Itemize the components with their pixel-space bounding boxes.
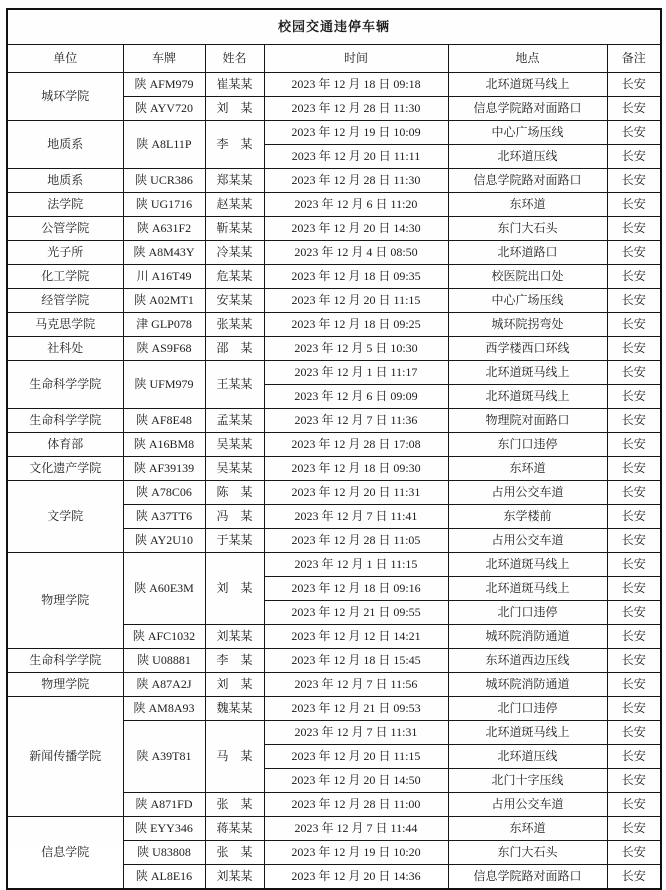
unit-cell: 体育部 xyxy=(7,433,123,457)
name-cell: 靳某某 xyxy=(205,217,264,241)
unit-cell: 法学院 xyxy=(7,193,123,217)
note-cell: 长安 xyxy=(607,313,661,337)
place-cell: 占用公交车道 xyxy=(448,529,607,553)
place-cell: 占用公交车道 xyxy=(448,793,607,817)
note-cell: 长安 xyxy=(607,145,661,169)
plate-cell: 陕 A78C06 xyxy=(123,481,205,505)
unit-cell: 生命科学学院 xyxy=(7,361,123,409)
time-cell: 2023 年 12 月 20 日 14:50 xyxy=(264,769,448,793)
place-cell: 北环道压线 xyxy=(448,745,607,769)
time-cell: 2023 年 12 月 4 日 08:50 xyxy=(264,241,448,265)
header-row xyxy=(7,45,661,73)
unit-cell: 化工学院 xyxy=(7,265,123,289)
table-row xyxy=(7,673,661,697)
name-cell: 于某某 xyxy=(205,529,264,553)
table-row xyxy=(7,73,661,97)
place-cell: 物理院对面路口 xyxy=(448,409,607,433)
time-cell: 2023 年 12 月 20 日 11:31 xyxy=(264,481,448,505)
time-cell: 2023 年 12 月 12 日 14:21 xyxy=(264,625,448,649)
name-cell: 赵某某 xyxy=(205,193,264,217)
header-plate: 车牌 xyxy=(123,45,205,73)
time-cell: 2023 年 12 月 20 日 14:30 xyxy=(264,217,448,241)
place-cell: 北门口违停 xyxy=(448,697,607,721)
time-cell: 2023 年 12 月 5 日 10:30 xyxy=(264,337,448,361)
unit-cell: 经管学院 xyxy=(7,289,123,313)
name-cell: 李 某 xyxy=(205,649,264,673)
name-cell: 魏某某 xyxy=(205,697,264,721)
name-cell: 刘 某 xyxy=(205,97,264,121)
time-cell: 2023 年 12 月 6 日 11:20 xyxy=(264,193,448,217)
unit-cell: 文化遗产学院 xyxy=(7,457,123,481)
place-cell: 占用公交车道 xyxy=(448,481,607,505)
plate-cell: 陕 A02MT1 xyxy=(123,289,205,313)
time-cell: 2023 年 12 月 7 日 11:44 xyxy=(264,817,448,841)
page-title: 校园交通违停车辆 xyxy=(7,9,661,45)
header-place: 地点 xyxy=(448,45,607,73)
table-row xyxy=(7,337,661,361)
time-cell: 2023 年 12 月 20 日 11:15 xyxy=(264,289,448,313)
violation-table xyxy=(6,8,662,890)
note-cell: 长安 xyxy=(607,793,661,817)
note-cell: 长安 xyxy=(607,769,661,793)
time-cell: 2023 年 12 月 6 日 09:09 xyxy=(264,385,448,409)
unit-cell: 社科处 xyxy=(7,337,123,361)
name-cell: 张 某 xyxy=(205,793,264,817)
table-row xyxy=(7,481,661,505)
note-cell: 长安 xyxy=(607,649,661,673)
place-cell: 北环道路口 xyxy=(448,241,607,265)
time-cell: 2023 年 12 月 7 日 11:36 xyxy=(264,409,448,433)
unit-cell: 文学院 xyxy=(7,481,123,553)
plate-cell: 陕 U83808 xyxy=(123,841,205,865)
plate-cell: 川 A16T49 xyxy=(123,265,205,289)
time-cell: 2023 年 12 月 28 日 11:00 xyxy=(264,793,448,817)
time-cell: 2023 年 12 月 18 日 09:30 xyxy=(264,457,448,481)
place-cell: 北环道斑马线上 xyxy=(448,385,607,409)
note-cell: 长安 xyxy=(607,169,661,193)
name-cell: 刘 某 xyxy=(205,553,264,625)
table-row xyxy=(7,649,661,673)
name-cell: 刘 某 xyxy=(205,673,264,697)
plate-cell: 津 GLP078 xyxy=(123,313,205,337)
place-cell: 城环院拐弯处 xyxy=(448,313,607,337)
note-cell: 长安 xyxy=(607,529,661,553)
name-cell: 陈 某 xyxy=(205,481,264,505)
unit-cell: 新闻传播学院 xyxy=(7,697,123,817)
place-cell: 城环院消防通道 xyxy=(448,625,607,649)
table-row xyxy=(7,265,661,289)
table-body xyxy=(7,73,661,890)
time-cell: 2023 年 12 月 18 日 09:35 xyxy=(264,265,448,289)
plate-cell: 陕 A60E3M xyxy=(123,553,205,625)
unit-cell: 马克思学院 xyxy=(7,313,123,337)
plate-cell: 陕 AM8A93 xyxy=(123,697,205,721)
unit-cell: 公管学院 xyxy=(7,217,123,241)
place-cell: 北环道斑马线上 xyxy=(448,721,607,745)
time-cell: 2023 年 12 月 28 日 11:05 xyxy=(264,529,448,553)
table-row xyxy=(7,169,661,193)
plate-cell: 陕 UFM979 xyxy=(123,361,205,409)
plate-cell: 陕 A8M43Y xyxy=(123,241,205,265)
plate-cell: 陕 UCR386 xyxy=(123,169,205,193)
name-cell: 吴某某 xyxy=(205,457,264,481)
note-cell: 长安 xyxy=(607,601,661,625)
time-cell: 2023 年 12 月 21 日 09:55 xyxy=(264,601,448,625)
title-row xyxy=(7,9,661,45)
place-cell: 北环道斑马线上 xyxy=(448,73,607,97)
place-cell: 东环道西边压线 xyxy=(448,649,607,673)
note-cell: 长安 xyxy=(607,241,661,265)
unit-cell: 生命科学学院 xyxy=(7,649,123,673)
name-cell: 安某某 xyxy=(205,289,264,313)
note-cell: 长安 xyxy=(607,217,661,241)
header-unit: 单位 xyxy=(7,45,123,73)
plate-cell: 陕 UG1716 xyxy=(123,193,205,217)
place-cell: 北门口违停 xyxy=(448,601,607,625)
place-cell: 信息学院路对面路口 xyxy=(448,865,607,890)
note-cell: 长安 xyxy=(607,625,661,649)
table-row xyxy=(7,433,661,457)
place-cell: 校医院出口处 xyxy=(448,265,607,289)
note-cell: 长安 xyxy=(607,73,661,97)
place-cell: 城环院消防通道 xyxy=(448,673,607,697)
plate-cell: 陕 A8L11P xyxy=(123,121,205,169)
place-cell: 东门口违停 xyxy=(448,433,607,457)
plate-cell: 陕 AY2U10 xyxy=(123,529,205,553)
unit-cell: 生命科学学院 xyxy=(7,409,123,433)
name-cell: 郑某某 xyxy=(205,169,264,193)
place-cell: 东门大石头 xyxy=(448,841,607,865)
time-cell: 2023 年 12 月 7 日 11:31 xyxy=(264,721,448,745)
name-cell: 刘某某 xyxy=(205,865,264,890)
unit-cell: 物理学院 xyxy=(7,673,123,697)
note-cell: 长安 xyxy=(607,745,661,769)
header-time: 时间 xyxy=(264,45,448,73)
table-row xyxy=(7,697,661,721)
name-cell: 危某某 xyxy=(205,265,264,289)
time-cell: 2023 年 12 月 7 日 11:41 xyxy=(264,505,448,529)
place-cell: 北环道压线 xyxy=(448,145,607,169)
table-row xyxy=(7,409,661,433)
place-cell: 西学楼西口环线 xyxy=(448,337,607,361)
name-cell: 孟某某 xyxy=(205,409,264,433)
time-cell: 2023 年 12 月 28 日 17:08 xyxy=(264,433,448,457)
unit-cell: 光子所 xyxy=(7,241,123,265)
note-cell: 长安 xyxy=(607,289,661,313)
header-name: 姓名 xyxy=(205,45,264,73)
place-cell: 东环道 xyxy=(448,817,607,841)
name-cell: 蒋某某 xyxy=(205,817,264,841)
time-cell: 2023 年 12 月 1 日 11:17 xyxy=(264,361,448,385)
time-cell: 2023 年 12 月 19 日 10:20 xyxy=(264,841,448,865)
note-cell: 长安 xyxy=(607,193,661,217)
table-row xyxy=(7,121,661,145)
note-cell: 长安 xyxy=(607,457,661,481)
note-cell: 长安 xyxy=(607,553,661,577)
time-cell: 2023 年 12 月 20 日 14:36 xyxy=(264,865,448,890)
name-cell: 李 某 xyxy=(205,121,264,169)
note-cell: 长安 xyxy=(607,577,661,601)
table-row xyxy=(7,241,661,265)
note-cell: 长安 xyxy=(607,721,661,745)
place-cell: 东环道 xyxy=(448,457,607,481)
place-cell: 北门十字压线 xyxy=(448,769,607,793)
note-cell: 长安 xyxy=(607,505,661,529)
table-row xyxy=(7,817,661,841)
name-cell: 邵 某 xyxy=(205,337,264,361)
name-cell: 吴某某 xyxy=(205,433,264,457)
name-cell: 王某某 xyxy=(205,361,264,409)
plate-cell: 陕 A37TT6 xyxy=(123,505,205,529)
plate-cell: 陕 AYV720 xyxy=(123,97,205,121)
unit-cell: 地质系 xyxy=(7,121,123,169)
table-row xyxy=(7,217,661,241)
note-cell: 长安 xyxy=(607,673,661,697)
name-cell: 马 某 xyxy=(205,721,264,793)
place-cell: 中心广场压线 xyxy=(448,121,607,145)
note-cell: 长安 xyxy=(607,121,661,145)
time-cell: 2023 年 12 月 1 日 11:15 xyxy=(264,553,448,577)
plate-cell: 陕 AF39139 xyxy=(123,457,205,481)
name-cell: 冯 某 xyxy=(205,505,264,529)
header-note: 备注 xyxy=(607,45,661,73)
name-cell: 崔某某 xyxy=(205,73,264,97)
plate-cell: 陕 U08881 xyxy=(123,649,205,673)
place-cell: 北环道斑马线上 xyxy=(448,577,607,601)
table-row xyxy=(7,289,661,313)
table-row xyxy=(7,553,661,577)
unit-cell: 物理学院 xyxy=(7,553,123,649)
unit-cell: 信息学院 xyxy=(7,817,123,890)
plate-cell: 陕 A631F2 xyxy=(123,217,205,241)
time-cell: 2023 年 12 月 18 日 09:16 xyxy=(264,577,448,601)
note-cell: 长安 xyxy=(607,409,661,433)
place-cell: 北环道斑马线上 xyxy=(448,361,607,385)
note-cell: 长安 xyxy=(607,361,661,385)
table-row xyxy=(7,361,661,385)
plate-cell: 陕 AF8E48 xyxy=(123,409,205,433)
name-cell: 张 某 xyxy=(205,841,264,865)
unit-cell: 城环学院 xyxy=(7,73,123,121)
time-cell: 2023 年 12 月 28 日 11:30 xyxy=(264,169,448,193)
name-cell: 刘某某 xyxy=(205,625,264,649)
note-cell: 长安 xyxy=(607,817,661,841)
plate-cell: 陕 AFC1032 xyxy=(123,625,205,649)
place-cell: 东门大石头 xyxy=(448,217,607,241)
time-cell: 2023 年 12 月 18 日 09:18 xyxy=(264,73,448,97)
note-cell: 长安 xyxy=(607,97,661,121)
plate-cell: 陕 AFM979 xyxy=(123,73,205,97)
note-cell: 长安 xyxy=(607,385,661,409)
time-cell: 2023 年 12 月 18 日 09:25 xyxy=(264,313,448,337)
time-cell: 2023 年 12 月 28 日 11:30 xyxy=(264,97,448,121)
plate-cell: 陕 EYY346 xyxy=(123,817,205,841)
unit-cell: 地质系 xyxy=(7,169,123,193)
note-cell: 长安 xyxy=(607,433,661,457)
place-cell: 中心广场压线 xyxy=(448,289,607,313)
time-cell: 2023 年 12 月 19 日 10:09 xyxy=(264,121,448,145)
note-cell: 长安 xyxy=(607,337,661,361)
name-cell: 张某某 xyxy=(205,313,264,337)
table-row xyxy=(7,313,661,337)
note-cell: 长安 xyxy=(607,865,661,890)
time-cell: 2023 年 12 月 21 日 09:53 xyxy=(264,697,448,721)
time-cell: 2023 年 12 月 20 日 11:15 xyxy=(264,745,448,769)
place-cell: 东学楼前 xyxy=(448,505,607,529)
note-cell: 长安 xyxy=(607,481,661,505)
note-cell: 长安 xyxy=(607,697,661,721)
time-cell: 2023 年 12 月 18 日 15:45 xyxy=(264,649,448,673)
plate-cell: 陕 AL8E16 xyxy=(123,865,205,890)
plate-cell: 陕 A16BM8 xyxy=(123,433,205,457)
place-cell: 北环道斑马线上 xyxy=(448,553,607,577)
name-cell: 冷某某 xyxy=(205,241,264,265)
table-row xyxy=(7,457,661,481)
time-cell: 2023 年 12 月 7 日 11:56 xyxy=(264,673,448,697)
note-cell: 长安 xyxy=(607,265,661,289)
place-cell: 东环道 xyxy=(448,193,607,217)
plate-cell: 陕 A87A2J xyxy=(123,673,205,697)
place-cell: 信息学院路对面路口 xyxy=(448,97,607,121)
plate-cell: 陕 AS9F68 xyxy=(123,337,205,361)
table-row xyxy=(7,193,661,217)
note-cell: 长安 xyxy=(607,841,661,865)
place-cell: 信息学院路对面路口 xyxy=(448,169,607,193)
time-cell: 2023 年 12 月 20 日 11:11 xyxy=(264,145,448,169)
plate-cell: 陕 A39T81 xyxy=(123,721,205,793)
plate-cell: 陕 A871FD xyxy=(123,793,205,817)
